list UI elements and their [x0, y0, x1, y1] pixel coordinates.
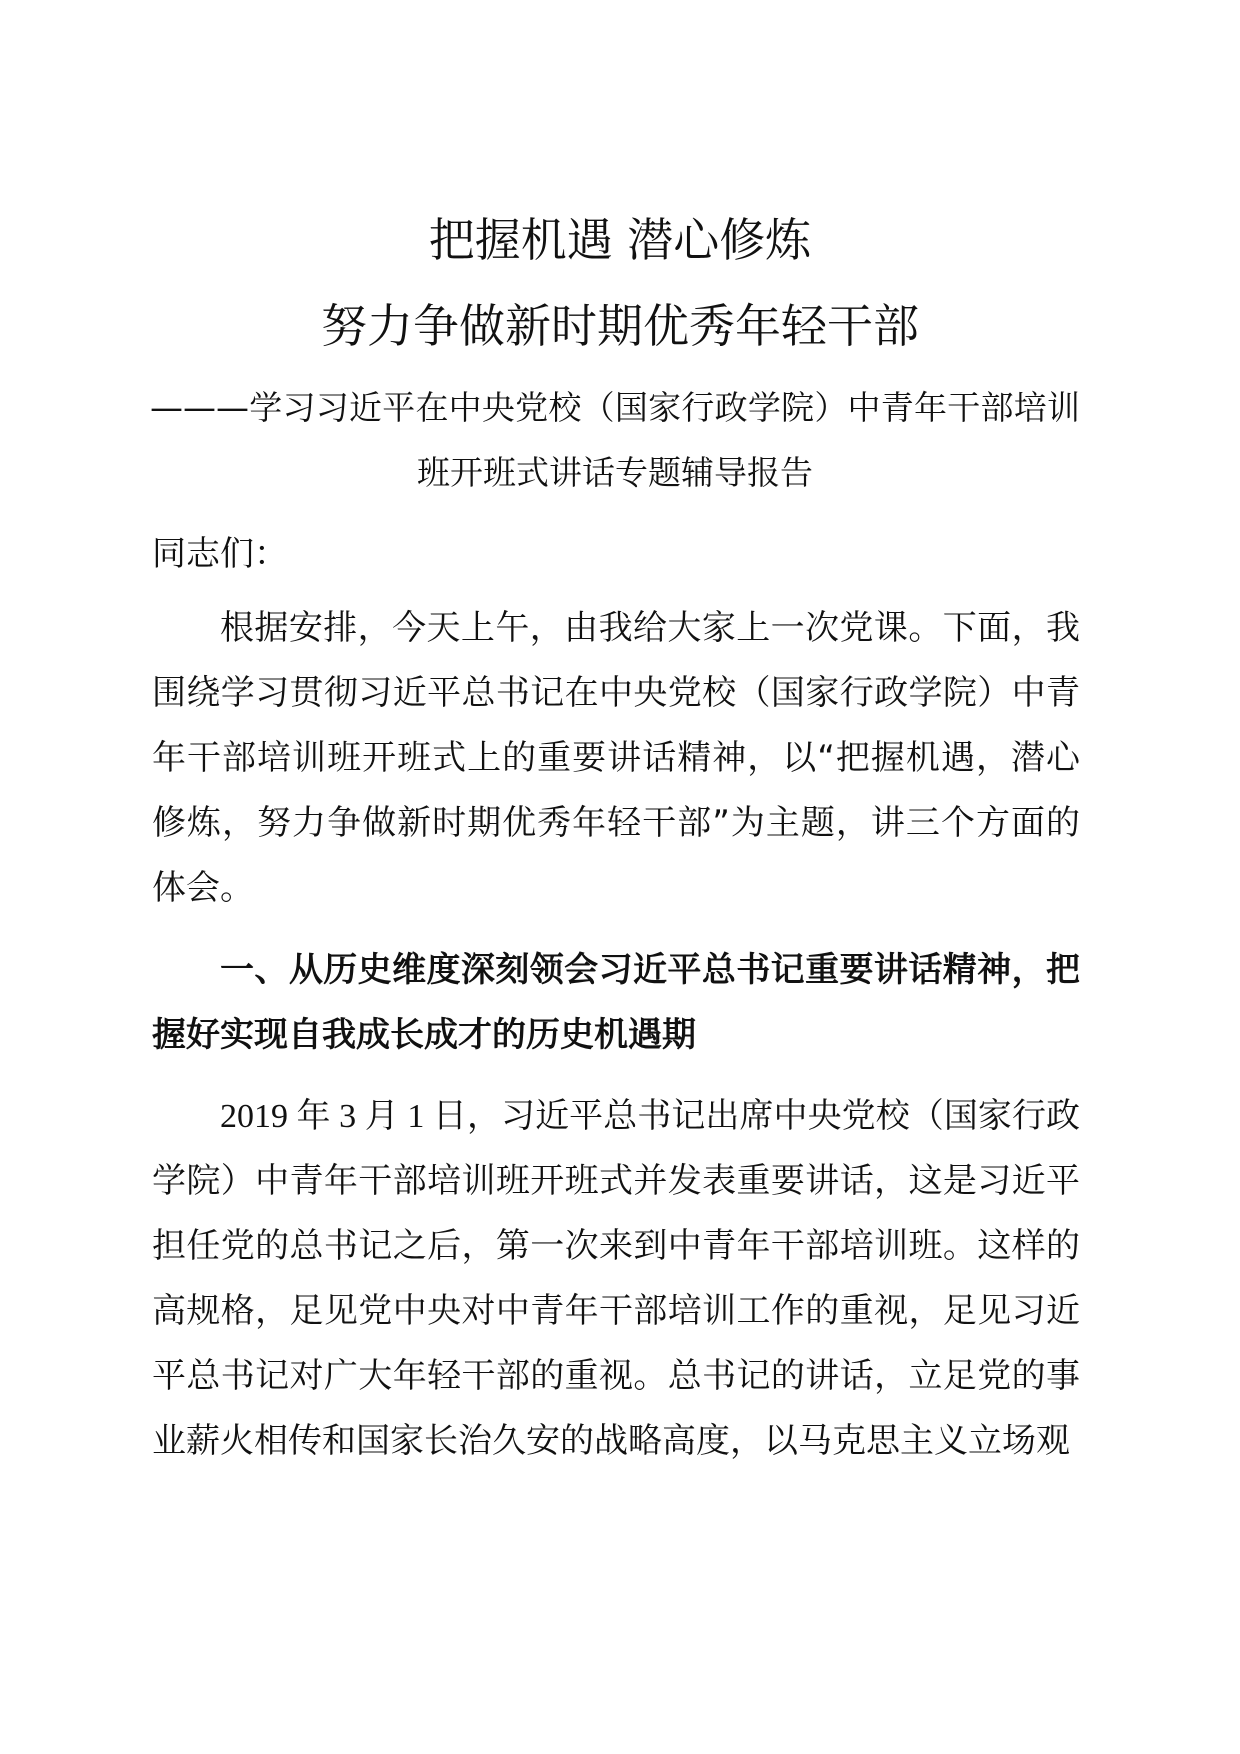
- title-line-2: 努力争做新时期优秀年轻干部: [321, 299, 919, 353]
- subtitle-line-2: 班开班式讲话专题辅导报告: [417, 453, 813, 492]
- section-heading-1: 一、从历史维度深刻领会习近平总书记重要讲话精神，把握好实现自我成长成才的历史机遇期: [152, 950, 1080, 1055]
- subtitle-line-1: ———学习习近平在中央党校（国家行政学院）中青年干部培训: [150, 388, 1080, 427]
- paragraph-date: 2019 年 3 月 1 日: [220, 1098, 467, 1135]
- paragraph-text: ，习近平总书记出席中央党校（国家行政学院）中青年干部培训班开班式并发表重要讲话，这是习近平担任党的总书记之后，第一次来到中青年干部培训班。这样的高规格，足见党中央对中青年干部培训工作的重视，足见习近平总书记对广大年轻干部的重视。总书记的讲话，立足党的事业薪火相传和国家长治久安的战略高度，以马克思主义立场观: [152, 1096, 1081, 1461]
- body-paragraph-2: [152, 1084, 1080, 1474]
- body-paragraph-1: 根据安排，今天上午，由我给大家上一次党课。下面，我围绕学习贯彻习近平总书记在中央党校（国家行政学院）中青年干部培训班开班式上的重要讲话精神，以“把握机遇，潜心修炼，努力争做新时期优秀年轻干部”为主题，讲三个方面的体会。: [152, 608, 1080, 908]
- title-line-1: 把握机遇 潜心修炼: [428, 213, 812, 267]
- salutation: 同志们：: [152, 534, 288, 574]
